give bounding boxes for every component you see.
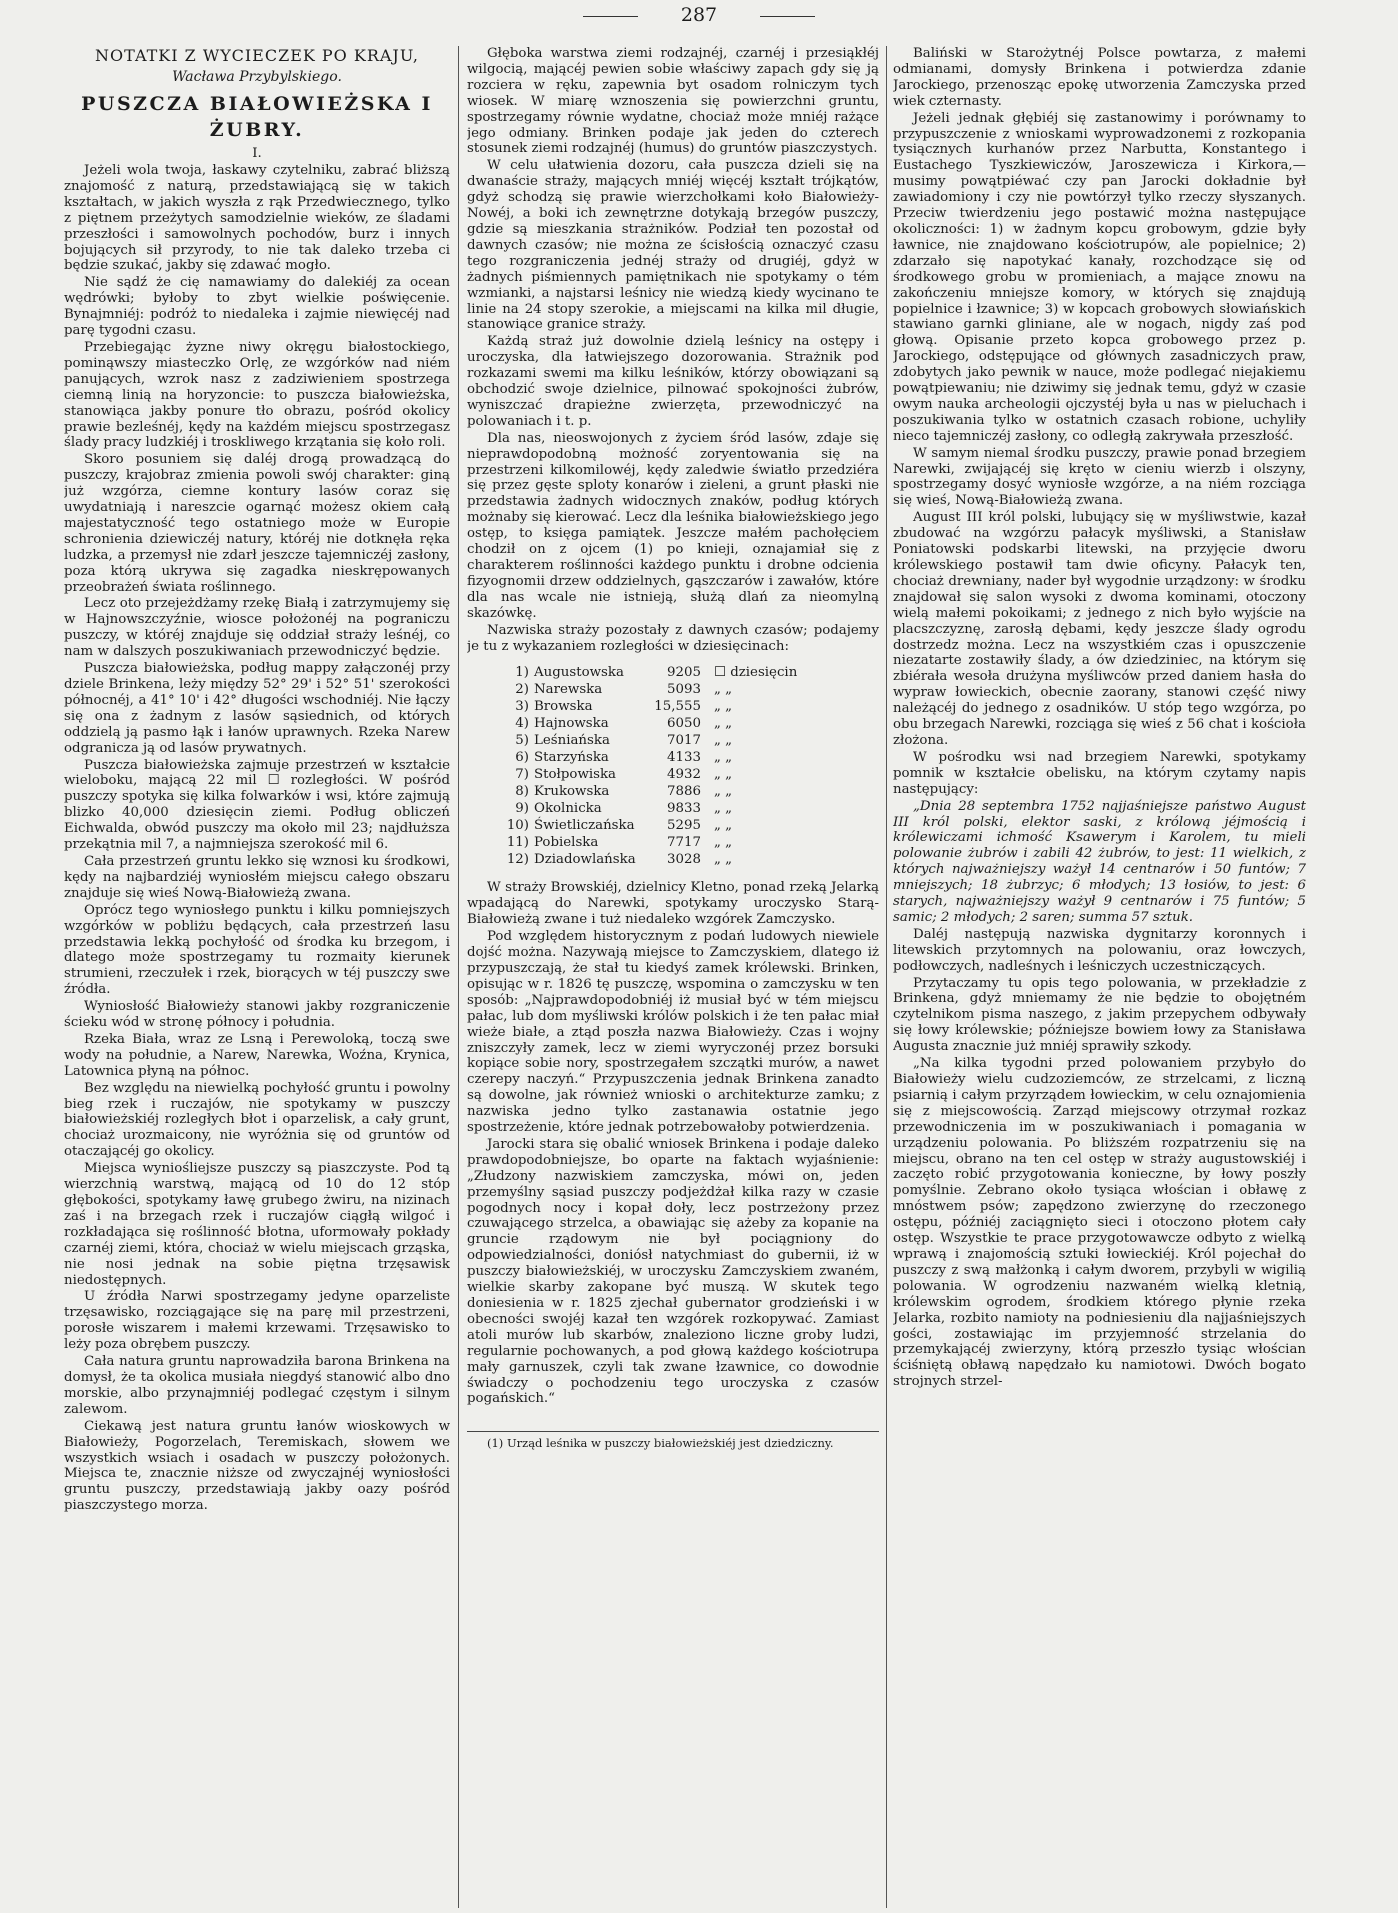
row-number: 7) [515, 767, 529, 783]
paragraph: W samym niemal środku puszczy, prawie ponad brzegiem Narewki, zwijającéj się kręto w cieniu wierzb i olszyny, spostrzegamy dosyć wyniosłe wzgórze, a na niém rozciąga się wieś, Nową-Białowieżą zwana. [893, 445, 1306, 509]
paragraph: Przebiegając żyzne niwy okręgu białostockiego, pominąwszy miasteczko Orlę, ze wzgórków nad niém panujących, wzrok nasz z zadziwieniem spostrzega ciemną linią na horyzoncie: to puszcza białowieżska, stanowiąca jakby ponure tło obrazu, pośród okolicy prawie bezleśnéj, kędy na każdém miejscu spostrzegasz ślady pracy ludzkiéj i troskliwego krzątania się koło roli. [64, 339, 450, 451]
table-row [491, 749, 802, 766]
header-rule-right [760, 16, 815, 17]
column-2-body-top [467, 46, 879, 654]
paragraph: Nazwiska straży pozostały z dawnych czasów; podajemy je tu z wykazaniem rozległości w dziesięcinach: [467, 622, 879, 654]
area-unit: „ „ [714, 818, 733, 834]
area-value: 5295 [667, 818, 701, 834]
area-unit: „ „ [714, 852, 733, 868]
area-unit: „ „ [714, 682, 733, 698]
paragraph: Jarocki stara się obalić wniosek Brinkena i podaje daleko prawdopodobniejsze, bo oparte na faktach wyjaśnienie: „Złudzony nazwiskiem zamczyska, mówi on, jeden przemyślny sąsiad puszczy podjeżdżał kilka razy w czasie pogodnych nocy i kopał doły, lecz postrzeżony przez czuwającego strzelca, a obawiając się ażeby za kopanie na gruncie rządowym nie był pociągniony do odpowiedzialności, doniósł natychmiast do gubernii, iż w puszczy białowieżskiéj, w uroczysku Zamczyskiem zwaném, wielkie skarby zakopane być muszą. W skutek tego doniesienia w r. 1825 zjechał gubernator grodzieński i w obecności swojéj kazał ten wzgórek rozkopywać. Zamiast atoli murów lub skarbów, znaleziono liczne groby ludzi, regularnie pochowanych, a pod głową każdego kościotrupa mały garnuszek, czyli tak zwane łzawnice, co dowodnie świadczy o pochodzeniu tego uroczyska z czasów pogańskich.“ [467, 1136, 879, 1407]
paragraph: Pod względem historycznym z podań ludowych niewiele dojść można. Nazywają miejsce to Zamczyskiem, dlatego iż przypuszczają, że stał tu kiedyś zamek królewski. Brinken, opisując w r. 1826 tę puszczę, wspomina o zamczysku w ten sposób: „Najprawdopodobniéj iż musiał być w tém miejscu pałac, lub dom myśliwski królów polskich i że ten pałac miał wieże białe, a ztąd poszła nazwa Białowieży. Czas i wojny zniszczyły zamek, lecz w ziemi wyryczonéj przez borsuki kopiące sobie nory, spostrzegałem szczątki murów, a nawet czerepy naczyń.“ Przypuszczenia jednak Brinkena zanadto są dowolne, jak również wnioski o architekturze zamku; z nazwiska jedno tylko zastanawia ostatnie jego spostrzeżenie, które jednak potrzebowałoby potwierdzenia. [467, 929, 879, 1136]
paragraph: Jeżeli wola twoja, łaskawy czytelniku, zabrać bliższą znajomość z naturą, przedstawiającą się w takich kształtach, w jakich wyszła z rąk Przedwiecznego, tylko z piętnem przeżytych samodzielnie wieków, ze śladami przeszłości i samowolnych pochodów, burz i innych bojujących sił przyrody, to nie tak daleko trzeba ci będzie szukać, jakby się zdawać mogło. [64, 163, 450, 274]
table-row [491, 681, 802, 698]
paragraph: Dla nas, nieoswojonych z życiem śród lasów, zdaje się nieprawdopodobną możność zoryentowania się na przestrzeni kilkomilowéj, kędy zaledwie światło przedziéra się przez gęste sploty konarów i zieleni, a grunt płaski nie przedstawia żadnych widocznych znaków, podług których możnaby się kierować. Lecz dla leśnika białowieżskiego jego ostęp, to księga pamiątek. Jeszcze małém pachołęciem chodził on z ojcem (1) po knieji, oznajamiał się z charakterem roślinności każdego punktu i drobne odcienia fizyognomii drzew oddzielnych, gąszczarów i zawałów, które dla nas wcale nie istnieją, służą dlań za nieomylną skazówkę. [467, 430, 879, 621]
area-unit: „ „ [714, 835, 733, 851]
area-unit: „ „ [714, 733, 733, 749]
area-value: 3028 [667, 852, 701, 868]
paragraph: Ciekawą jest natura gruntu łanów wioskowych w Białowieży, Pogorzelach, Teremiskach, słowem we wszystkich wsiach i osadach w puszczy położonych. Miejsca te, znacznie niższe od zwyczajnéj wyniosłości gruntu puszczy, przedstawiają jakby oazy pośród piaszczystego morza. [64, 1418, 450, 1514]
paragraph: Przytaczamy tu opis tego polowania, w przekładzie z Brinkena, gdyż mniemamy że nie będzie to obojętném czytelnikom pisma naszego, z jakim przepychem odbywały się łowy królewskie; późniejsze bowiem łowy za Stanisława Augusta znacznie już mniéj sprawiły szkody. [893, 975, 1306, 1055]
paragraph: Puszcza białowieżska zajmuje przestrzeń w kształcie wieloboku, mającą 22 mil ☐ rozległości. W pośród puszczy spotyka się kilka folwarków i wsi, które zajmują blizko 40,000 dziesięcin ziemi. Podług obliczeń Eichwalda, obwód puszczy ma około mil 23; najdłuższa przekątnia mil 7, a najmniejsza szerokość mil 6. [64, 757, 450, 853]
row-number: 12) [506, 852, 529, 868]
guard-name: Narewska [534, 682, 603, 698]
area-value: 9833 [667, 801, 701, 817]
guard-name: Augustowska [534, 665, 624, 681]
row-number: 9) [515, 801, 529, 817]
paragraph: Wyniosłość Białowieży stanowi jakby rozgraniczenie ścieku wód w stronę północy i południa. [64, 999, 450, 1031]
guard-name: Hajnowska [534, 716, 609, 732]
paragraph: Skoro posuniem się daléj drogą prowadzącą do puszczy, krajobraz zmienia powoli swój charakter: giną już wzgórza, ciemne kontury lasów coraz się uwydatniają i nareszcie ogarnąć możesz okiem całą majestatyczność tego ostatniego może w Europie schronienia dziewiczéj natury, któréj nie dotknęła ręka ludzka, a przemysł nie zdarł jeszcze tajemniczéj zasłony, poza którą ukrywa się zagadka nieskrępowanych przeobrażeń świata roślinnego. [64, 452, 450, 595]
paragraph: Nie sądź że cię namawiamy do dalekiéj za ocean wędrówki; byłoby to zbyt wielkie poświęcenie. Bynajmniéj: podróż to niedaleka i zajmie niewięcéj nad parę tygodni czasu. [64, 275, 450, 339]
article-title: PUSZCZA BIAŁOWIEŻSKA I ŻUBRY. [81, 93, 433, 141]
guard-name: Świetliczańska [534, 818, 635, 834]
paragraph: Jeżeli jednak głębiéj się zastanowimy i porównamy to przypuszczenie z wnioskami wyprowadzonemi z rozkopania tysiącznych kurhanów przez Narbutta, Konstantego i Eustachego Tyszkiewiczów, Jaroszewicza i Kirkora,— musimy powątpiéwać czy pan Jarocki dokładnie był zawiadomiony i czy nie powtórzył tylko rzeczy słyszanych. Przeciw twierdzeniu jego postawić można następujące okoliczności: 1) w żadnym kopcu grobowym, gdzie były ławnice, nie znajdowano kościotrupów, ale popielnice; 2) zdarzało się napotykać kanały, rozchodzące się od środkowego grobu w promieniach, a mające znowu na zakończeniu mniejsze komory, w których się znajdują popielnice i łzawnice; 3) w kopcach grobowych słowiańskich stawiano garnki gliniane, ale w nogach, nigdy zaś pod głową. Opisanie przeto kopca grobowego przez p. Jarockiego, odstępujące od głównych zasadniczych praw, zdobytych jako pewnik w nauce, może podlegać niejakiemu powątpiewaniu; nie dziwimy się jednak temu, gdyż w czasie owym nauka archeologii ojczystéj była u nas w pieluchach i poszukiwania tylko w ostatnich czasach robione, uchyliły nieco tajemniczéj zasłony, co odległą zakrywała przeszłość. [893, 110, 1306, 444]
row-number: 10) [506, 818, 529, 834]
paragraph: Puszcza białowieżska, podług mappy załączonéj przy dziele Brinkena, leży między 52° 29' i 52° 51' szerokości północnéj, a 41° 10' i 42° długości wschodniéj. Nie łączy się ona z żadnym z lasów sąsiednich, od których oddzielą ją pasmo łąk i łanów uprawnych. Rzeka Narew odgranicza ją od lasów prywatnych. [64, 661, 450, 756]
column-2-body-bottom [467, 880, 879, 1407]
area-value: 7717 [667, 835, 701, 851]
guard-name: Dziadowlańska [534, 852, 636, 868]
table-row [491, 664, 802, 681]
area-value: 9205 [667, 665, 701, 681]
area-value: 5093 [667, 682, 701, 698]
row-number: 11) [506, 835, 529, 851]
row-number: 3) [515, 699, 529, 715]
area-value: 15,555 [654, 699, 701, 715]
table-row [491, 698, 802, 715]
column-1 [64, 46, 450, 1904]
area-value: 4133 [667, 750, 701, 766]
guard-name: Pobielska [534, 835, 599, 851]
author-line: Wacława Przybylskiego. [172, 69, 342, 85]
table-row [491, 732, 802, 749]
paragraph: Daléj następują nazwiska dygnitarzy koronnych i litewskich przytomnych na polowaniu, oraz łowczych, podłowczych, nadleśnych i leśniczych uczestniczących. [893, 926, 1306, 974]
column-1-body [64, 163, 450, 1514]
row-number: 6) [515, 750, 529, 766]
paragraph: W straży Browskiéj, dzielnicy Kletno, ponad rzeką Jelarką wpadającą do Narewki, spotykamy uroczysko Starą-Białowieżą zwane i tuż niedaleko wzgórek Zamczysko. [467, 880, 879, 928]
area-unit: ☐ dziesięcin [714, 665, 798, 681]
table-row [491, 834, 802, 851]
column-3-body [893, 46, 1306, 1390]
guard-name: Browska [534, 699, 593, 715]
page-number: 287 [680, 4, 718, 26]
guard-name: Starzyńska [534, 750, 609, 766]
paragraph: U źródła Narwi spostrzegamy jedyne oparzeliste trzęsawisko, rozciągające się na parę mil przestrzeni, porosłe wiszarem i małemi krzewami. Trzęsawisko to leży poza obrębem puszczy. [64, 1289, 450, 1353]
page-header [0, 4, 1398, 30]
area-value: 6050 [667, 716, 701, 732]
guard-name: Krukowska [534, 784, 610, 800]
footnote-rule [467, 1431, 879, 1432]
paragraph: Głęboka warstwa ziemi rodzajnéj, czarnéj i przesiąkłéj wilgocią, mającéj pewien sobie właściwy zapach gdy się ją rozciera w ręku, zapewnia byt osadom rolniczym tych wiosek. W miarę wznoszenia się powierzchni gruntu, spostrzegamy równie wydatne, chociaż może mniéj rażące jego odmiany. Brinken podaje jak jeden do czterech stosunek ziemi rodzajnéj (humus) do gruntów piaszczystych. [467, 46, 879, 157]
series-title: NOTATKI Z WYCIECZEK PO KRAJU, [95, 46, 419, 65]
table-row [491, 851, 802, 868]
row-number: 8) [515, 784, 529, 800]
paragraph: Bez względu na niewielką pochyłość gruntu i powolny bieg rzek i ruczajów, nie spotykamy w puszczy białowieżskiéj rozległych błot i oparzelisk, a cały grunt, chociaż urozmaicony, nie wyróżnia się od gruntów od otaczającéj go okolicy. [64, 1080, 450, 1160]
guard-name: Okolnicka [534, 801, 602, 817]
table-row [491, 766, 802, 783]
paragraph: Oprócz tego wyniosłego punktu i kilku pomniejszych wzgórków w pobliżu będących, cała przestrzeń lasu przedstawia lekką pochyłość od środka ku brzegom, i dlatego może spostrzegamy tu rozmaity kierunek strumieni, rzeczułek i rzek, biorących w téj puszczy swe źródła. [64, 902, 450, 998]
area-unit: „ „ [714, 716, 733, 732]
column-rule-1 [458, 46, 459, 1908]
column-3 [893, 46, 1306, 1904]
area-value: 7886 [667, 784, 701, 800]
row-number: 2) [515, 682, 529, 698]
paragraph: W pośrodku wsi nad brzegiem Narewki, spotykamy pomnik w kształcie obelisku, na którym czytamy napis następujący: [893, 749, 1306, 797]
guard-name: Stołpowiska [534, 767, 617, 783]
paragraph: August III król polski, lubujący się w myśliwstwie, kazał zbudować na wzgórzu pałacyk myśliwski, a Stanisław Poniatowski podskarbi litewski, na przyjęcie dworu królewskiego postawił tam dwie oficyny. Pałacyk ten, chociaż drewniany, nader był wygodnie urządzony: w środku znajdował się salon wysoki z dwoma kominami, otoczony wielą małemi pokoikami; z jednego z nich było wyjście na placszczyznę, zarosłą dębami, kędy jeszcze ślady ogrodu dostrzedz można. Lecz na wszystkiém czas i opuszczenie niezatarte zostawiły ślady, a ów dziedziniec, na którym się zbiérała wesoła drużyna myśliwców przed daniem hasła do wypraw łowieckich, obecnie zaorany, stanowi część niwy należącéj do jednego z osadników. U stóp tego wzgórza, po obu brzegach Narewki, rozciąga się wieś z 56 chat i kościoła złożona. [893, 510, 1306, 748]
table-row [491, 715, 802, 732]
area-unit: „ „ [714, 784, 733, 800]
footnote: (1) Urząd leśnika w puszczy białowieżskiéj jest dziedziczny. [487, 1436, 834, 1451]
area-unit: „ „ [714, 699, 733, 715]
forest-guard-table [491, 664, 802, 868]
column-rule-2 [886, 46, 887, 1908]
paragraph: Lecz oto przejeżdżamy rzekę Białą i zatrzymujemy się w Hajnowszczyźnie, wiosce położonéj na pograniczu puszczy, w któréj znajduje się oddział straży leśnéj, co nam w dalszych poszukiwaniach przewodniczyć będzie. [64, 596, 450, 660]
row-number: 1) [515, 665, 529, 681]
area-value: 7017 [667, 733, 701, 749]
guard-name: Leśniańska [534, 733, 610, 749]
table-row [491, 783, 802, 800]
paragraph: Baliński w Starożytnéj Polsce powtarza, z małemi odmianami, domysły Brinkena i potwierdza zdanie Jarockiego, przenosząc epokę utworzenia Zamczyska przed wiek czternasty. [893, 46, 1306, 109]
area-unit: „ „ [714, 767, 733, 783]
paragraph: „Na kilka tygodni przed polowaniem przybyło do Białowieży wielu cudzoziemców, ze strzelcami, z liczną psiarnią i całym przyrządem łowieckim, w celu oznajomienia się z miejscowością. Zarząd miejscowy otrzymał rozkaz przewodniczenia im w poszukiwaniach i pomagania w urządzeniu polowania. Po bliższém rozpatrzeniu się na miejscu, obrano na ten cel ostęp w straży augustowskiéj i zaczęto robić przygotowania konieczne, by łowy poszły pomyślnie. Zebrano około tysiąca włościan i obławę z mnóstwem psów; zapędzono zwierzynę do rzeczonego ostępu, późniéj zaciągnięto sieci i otoczono płotem cały ostęp. Wszystkie te prace przygotowawcze odbyto z wielką wprawą i znajomością sztuki łowieckiéj. Król pojechał do puszczy z swą małżonką i całym dworem, przybyli w wigilią polowania. W ogrodzeniu nazwaném wielką kletnią, królewskim ogrodem, środkiem którego płynie rzeka Jelarka, rozbito namioty na podniesieniu dla najjaśniejszych gości, zostawiając im przyjemność strzelania do przemykającéj zwierzyny, którą przeszło tysiąc włościan ściśniętą obławą napędzało ku namiotowi. Dwóch bogato strojnych strzel- [893, 1056, 1306, 1390]
row-number: 5) [515, 733, 529, 749]
section-number: I. [252, 146, 262, 161]
area-value: 4932 [667, 767, 701, 783]
paragraph: „Dnia 28 septembra 1752 najjaśniejsze państwo August III król polski, elektor saski, z królową jéjmością i królewiczami ichmość Ksawerym i Karolem, tu mieli polowanie żubrów i zabili 42 żubrów, to jest: 11 wielkich, z których najważniejszy ważył 14 centnarów i 50 funtów; 7 mniejszych; 18 żubrzyc; 6 młodych; 13 łosiów, to jest: 6 starych, najważniejszy ważył 9 centnarów i 75 funtów; 5 samic; 2 młodych; 2 saren; summa 57 sztuk. [893, 798, 1306, 925]
row-number: 4) [515, 716, 529, 732]
area-unit: „ „ [714, 801, 733, 817]
table-row [491, 817, 802, 834]
paragraph: Każdą straż już dowolnie dzielą leśnicy na ostępy i uroczyska, dla łatwiejszego dozorowania. Strażnik pod rozkazami swemi ma kilku leśników, którzy obowiązani są obchodzić swoje dzielnice, pilnować spokojności żubrów, wyniszczać drapieżne zwierzęta, przewodniczyć na polowaniach i t. p. [467, 334, 879, 429]
area-unit: „ „ [714, 750, 733, 766]
paragraph: W celu ułatwienia dozoru, cała puszcza dzieli się na dwanaście straży, mających mniéj więcéj kształt trójkątów, gdyż schodzą się prawie wierzchołkami koło Białowieży-Nowéj, a boki ich zewnętrzne dotykają brzegów puszczy, gdzie są mieszkania strażników. Podział ten pozostał od dawnych czasów; nie można ze ścisłością oznaczyć czasu tego rozgraniczenia jednéj straży od drugiéj, gdyż w żadnych piśmiennych pamiętnikach nie spotykamy o tém wzmianki, a najstarsi leśnicy nie wiedzą kiedy wycinano te linie na 24 stopy szerokie, a miejscami na kilka mil długie, stanowiące granice straży. [467, 158, 879, 333]
paragraph: Rzeka Biała, wraz ze Lsną i Perewoloką, toczą swe wody na południe, a Narew, Narewka, Woźna, Krynica, Latownica płyną na północ. [64, 1031, 450, 1079]
paragraph: Cała natura gruntu naprowadziła barona Brinkena na domysł, że ta okolica musiała niegdyś stanowić albo dno morskie, albo przynajmniéj podlegać częstym i silnym zalewom. [64, 1354, 450, 1417]
table-row [491, 800, 802, 817]
column-2 [467, 46, 879, 1904]
paragraph: Miejsca wyniośliejsze puszczy są piaszczyste. Pod tą wierzchnią warstwą, mającą od 10 do 12 stóp głębokości, spotykamy ławę grubego żwiru, na nizinach zaś i na brzegach rzek i ruczajów ciągłą wilgoć i rozkładająca się roślinność błotna, uformowały pokłady czarnéj ziemi, która, chociaż w wielu miejscach grząska, nie nosi jednak na sobie piętna trzęsawisk niedostępnych. [64, 1161, 450, 1288]
paragraph: Cała przestrzeń gruntu lekko się wznosi ku środkowi, kędy na najbardziéj wyniosłém miejscu całego obszaru znajduje się wieś Nową-Białowieżą zwana. [64, 853, 450, 901]
